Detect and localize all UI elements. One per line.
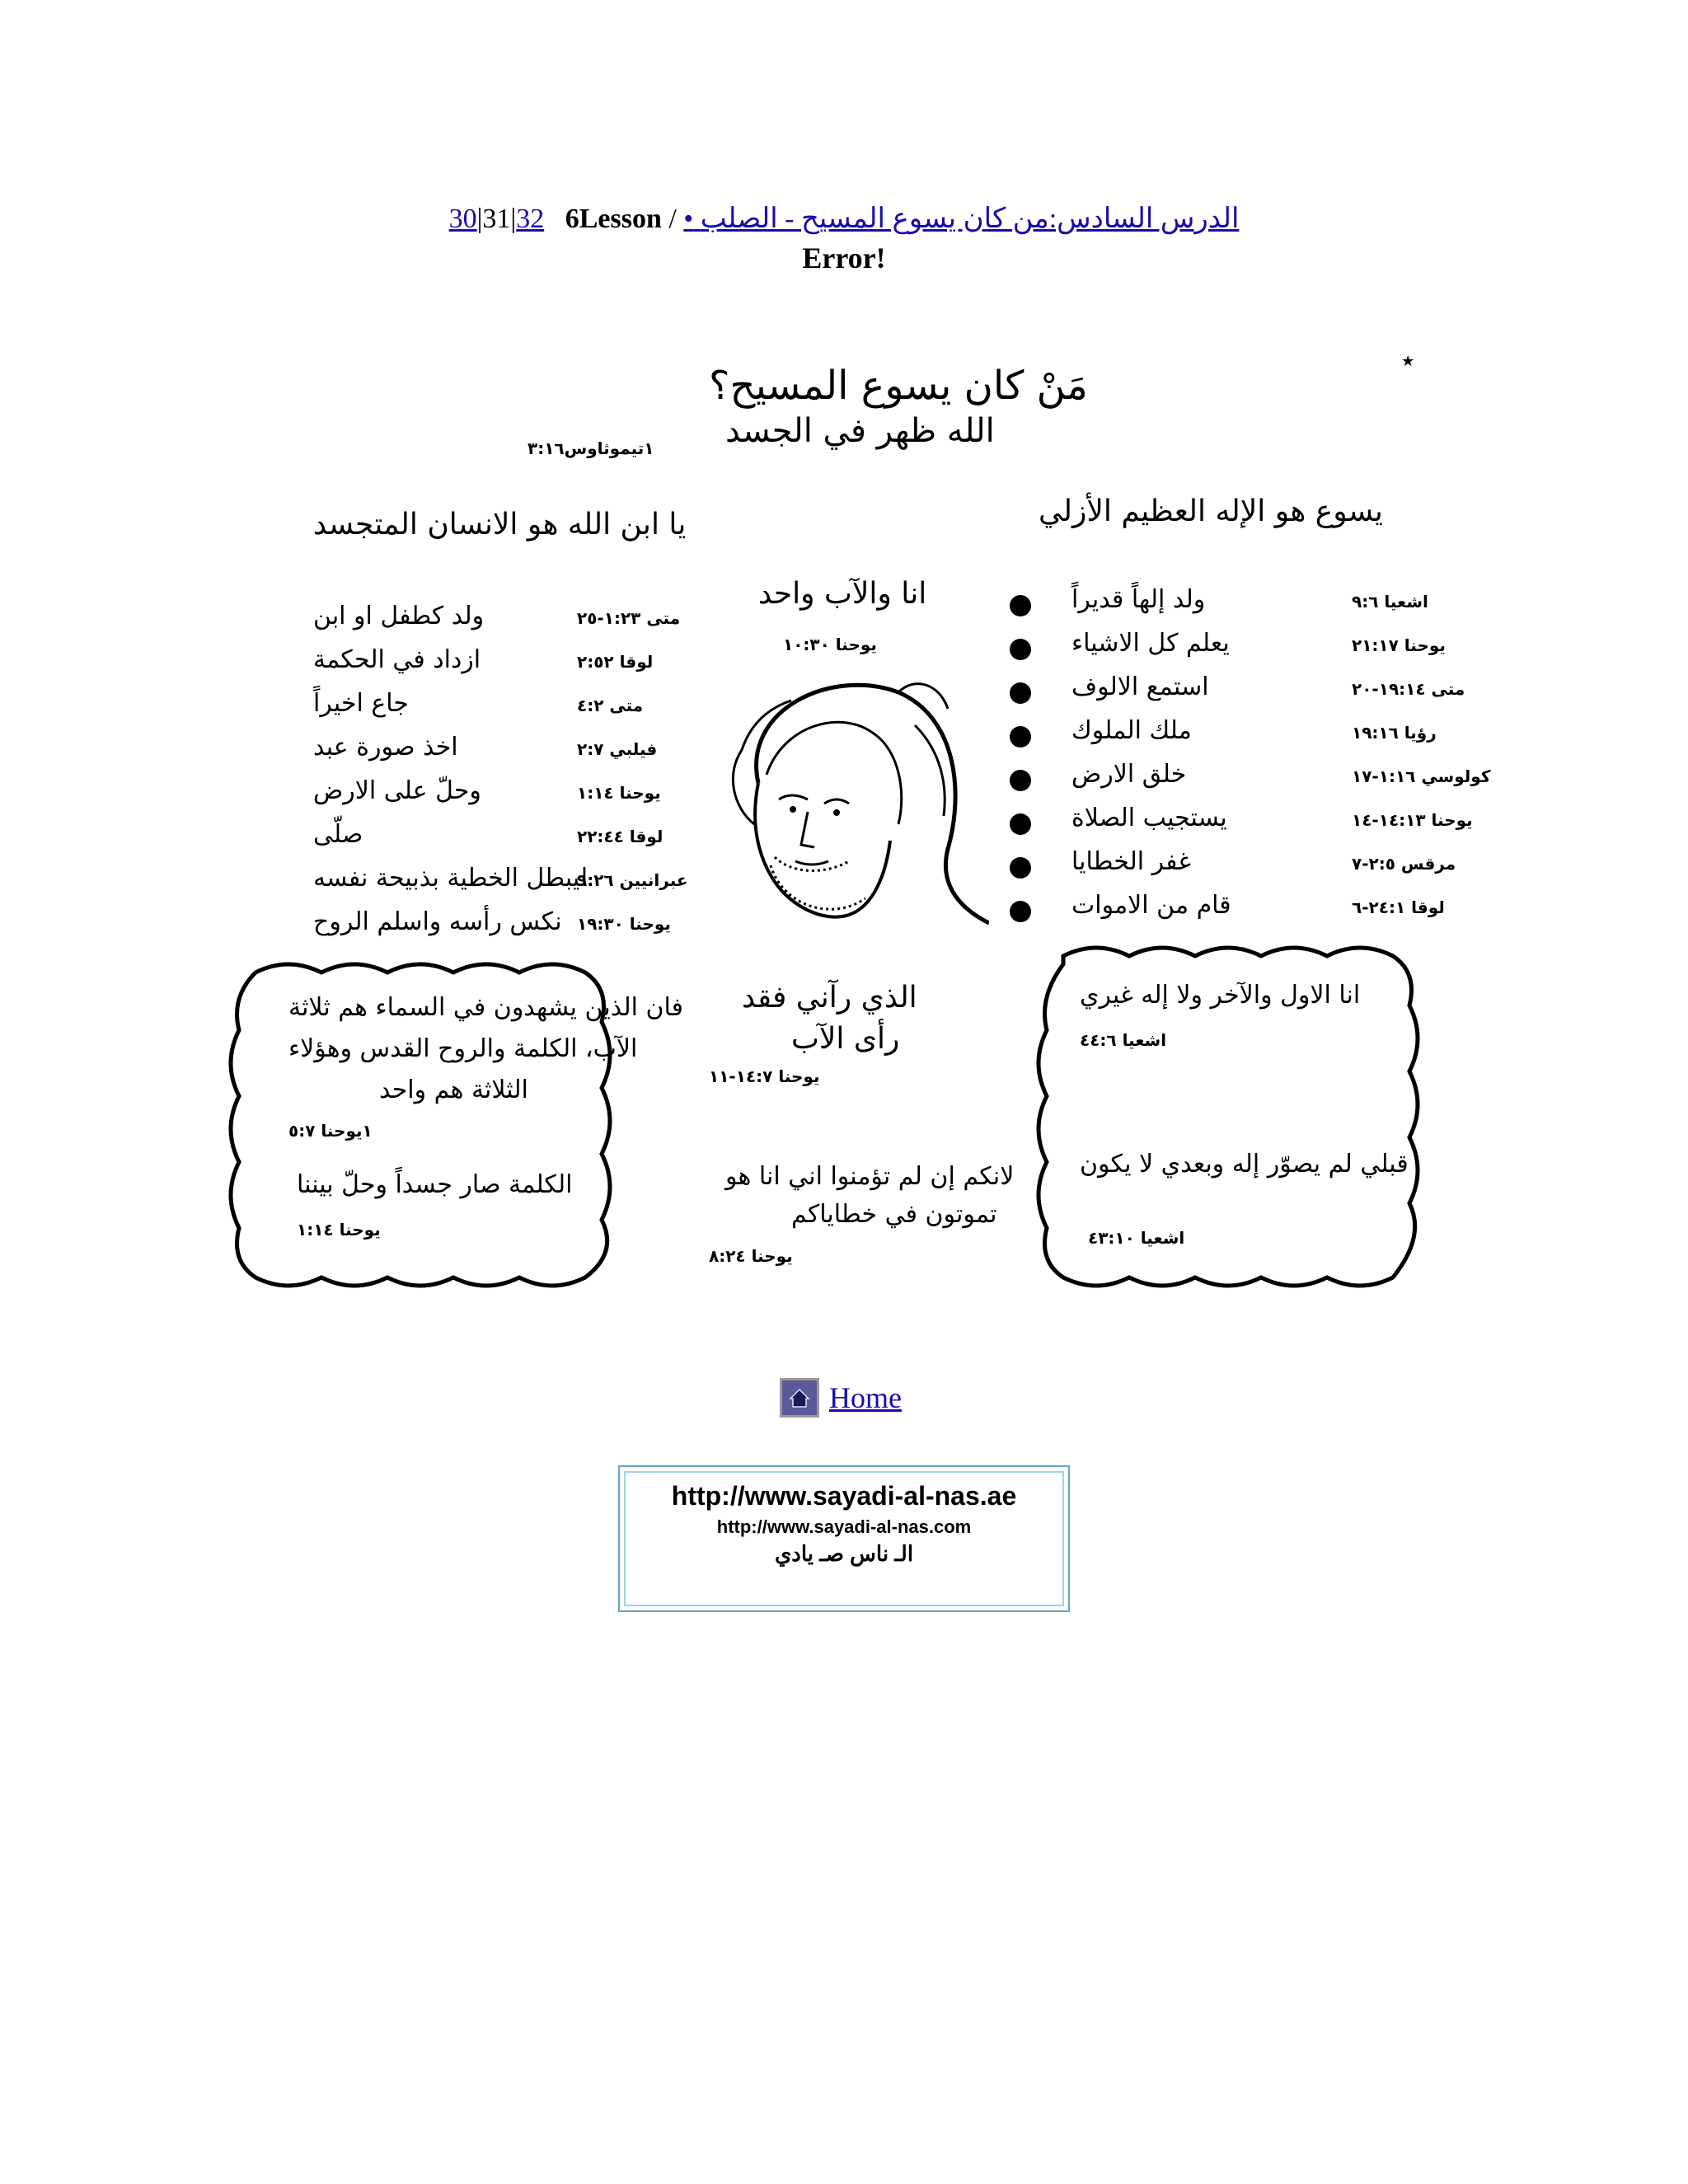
right-cloud-line-2: قبلي لم يصوّر إله وبعدي لا يكون bbox=[1080, 1150, 1409, 1179]
left-list-ref: يوحنا ١٩:٣٠ bbox=[577, 914, 671, 934]
left-heading: يا ابن الله هو الانسان المتجسد bbox=[313, 508, 687, 541]
left-list-ref: لوقا ٢:٥٢ bbox=[577, 652, 654, 672]
right-list-ref: رؤيا ١٩:١٦ bbox=[1352, 723, 1437, 743]
right-list-item: غفر الخطايا bbox=[1071, 847, 1192, 876]
right-cloud-ref-1: اشعيا ٤٤:٦ bbox=[1080, 1030, 1167, 1050]
pipe-separator: | bbox=[510, 204, 517, 234]
left-cloud-line-4: الكلمة صار جسداً وحلّ بيننا bbox=[297, 1170, 573, 1199]
left-list-ref: يوحنا ١:١٤ bbox=[577, 783, 661, 803]
worksheet-image bbox=[214, 346, 1491, 1335]
lesson-title-link[interactable] bbox=[683, 204, 1239, 234]
bullet-dot bbox=[1010, 639, 1031, 660]
left-list-item: صلّى bbox=[313, 820, 363, 849]
page-current-31: 31 bbox=[482, 204, 511, 234]
bullet-dot bbox=[1010, 726, 1031, 748]
center-bottom-line-1: لانكم إن لم تؤمنوا اني انا هو bbox=[725, 1162, 1015, 1191]
right-list-item: ملك الملوك bbox=[1071, 716, 1192, 745]
left-list-item: ولد كطفل او ابن bbox=[313, 602, 485, 630]
right-cloud-ref-2: اشعيا ٤٣:١٠ bbox=[1088, 1228, 1185, 1248]
corner-mark: ٭ bbox=[1401, 346, 1415, 375]
home-nav bbox=[780, 1373, 902, 1422]
right-list-ref: مرقس ٢:٥-٧ bbox=[1352, 854, 1456, 874]
left-list-item: اخذ صورة عبد bbox=[313, 733, 458, 762]
left-cloud-ref-1: ١يوحنا ٥:٧ bbox=[288, 1121, 373, 1141]
center-middle-line-1: الذي رآني فقد bbox=[742, 981, 917, 1015]
worksheet-title: مَنْ كان يسوع المسيح؟ bbox=[709, 363, 1088, 409]
bullet-dot bbox=[1010, 770, 1031, 791]
site-footer-box bbox=[618, 1465, 1070, 1612]
bullet-dot bbox=[1010, 682, 1031, 704]
bullet-dot bbox=[1010, 857, 1031, 879]
right-list-ref: اشعيا ٩:٦ bbox=[1352, 592, 1428, 612]
right-list-item: قام من الاموات bbox=[1071, 891, 1231, 920]
left-cloud-line-2: الآب، الكلمة والروح القدس وهؤلاء bbox=[288, 1034, 638, 1063]
footer-url-com: http://www.sayadi-al-nas.com bbox=[716, 1516, 972, 1537]
left-list-ref: عبرانيين ٩:٢٦ bbox=[577, 870, 688, 890]
right-heading: يسوع هو الإله العظيم الأزلي bbox=[1039, 494, 1383, 528]
right-list-item: ولد إلهاً قديراً bbox=[1071, 585, 1206, 614]
center-quote-ref: يوحنا ١٠:٣٠ bbox=[783, 635, 877, 654]
slash-separator: / bbox=[668, 204, 677, 234]
bullet-dot bbox=[1010, 901, 1031, 922]
home-link[interactable]: Home bbox=[829, 1381, 902, 1414]
right-list-item: يستجيب الصلاة bbox=[1071, 804, 1227, 832]
right-list-ref: يوحنا ٢١:١٧ bbox=[1352, 635, 1446, 655]
page-link-32[interactable]: 32 bbox=[516, 204, 545, 234]
center-middle-line-2: رأى الآب bbox=[791, 1022, 900, 1056]
bullet: • bbox=[683, 204, 694, 234]
left-list-item: جاع اخيراً bbox=[313, 689, 409, 718]
lesson-title-text: الدرس السادس:من كان يسوع المسيح - الصلب bbox=[700, 204, 1240, 234]
right-list-ref: لوقا ٢٤:١-٦ bbox=[1352, 898, 1445, 917]
bullet-dot bbox=[1010, 595, 1031, 616]
right-list-ref: متى ١٩:١٤-٢٠ bbox=[1352, 679, 1465, 699]
worksheet-subtitle-ref: ١تيموثاوس٣:١٦ bbox=[528, 438, 654, 458]
jesus-portrait-drawing bbox=[709, 659, 989, 940]
right-list-item: خلق الارض bbox=[1071, 760, 1187, 789]
bullet-dot bbox=[1010, 813, 1031, 835]
center-quote: انا والآب واحد bbox=[758, 577, 927, 611]
center-middle-ref: يوحنا ١٤:٧-١١ bbox=[709, 1066, 820, 1086]
center-bottom-line-2: تموتون في خطاياكم bbox=[791, 1200, 997, 1229]
lesson-nav bbox=[0, 201, 1688, 237]
right-list-item: يعلم كل الاشياء bbox=[1071, 629, 1230, 658]
error-message: Error! bbox=[802, 241, 886, 274]
left-list-ref: متى ١:٢٣-٢٥ bbox=[577, 608, 681, 628]
right-list-item: استمع الالوف bbox=[1071, 673, 1209, 701]
left-list-item: ليبطل الخطية بذبيحة نفسه bbox=[313, 864, 588, 893]
left-cloud-line-3: الثلاثة هم واحد bbox=[379, 1076, 528, 1104]
lesson-label: 6Lesson bbox=[565, 204, 662, 234]
page-link-30[interactable]: 30 bbox=[448, 204, 477, 234]
left-list-ref: متى ٤:٢ bbox=[577, 696, 644, 715]
center-bottom-ref: يوحنا ٨:٢٤ bbox=[709, 1246, 793, 1266]
right-cloud-line-1: انا الاول والآخر ولا إله غيري bbox=[1080, 981, 1361, 1010]
right-list-ref: يوحنا ١٤:١٣-١٤ bbox=[1352, 810, 1473, 830]
footer-url-ae: http://www.sayadi-al-nas.ae bbox=[671, 1481, 1017, 1511]
left-list-item: نكس رأسه واسلم الروح bbox=[313, 907, 562, 936]
left-list-item: ازداد في الحكمة bbox=[313, 645, 481, 674]
right-list-ref: كولوسي ١:١٦-١٧ bbox=[1352, 766, 1491, 786]
pipe-separator: | bbox=[476, 204, 483, 234]
worksheet-subtitle: الله ظهر في الجسد bbox=[725, 412, 995, 450]
left-cloud-ref-2: يوحنا ١:١٤ bbox=[297, 1220, 381, 1240]
left-list-ref: لوقا ٢٢:٤٤ bbox=[577, 827, 663, 846]
site-footer-inner bbox=[624, 1471, 1064, 1606]
footer-arabic-name: الـ ناس صـ يادي bbox=[774, 1541, 914, 1566]
left-cloud-line-1: فان الذين يشهدون في السماء هم ثلاثة bbox=[288, 993, 683, 1022]
left-list-ref: فيلبي ٢:٧ bbox=[577, 739, 658, 759]
home-icon[interactable] bbox=[780, 1378, 819, 1418]
left-list-item: وحلّ على الارض bbox=[313, 776, 481, 805]
